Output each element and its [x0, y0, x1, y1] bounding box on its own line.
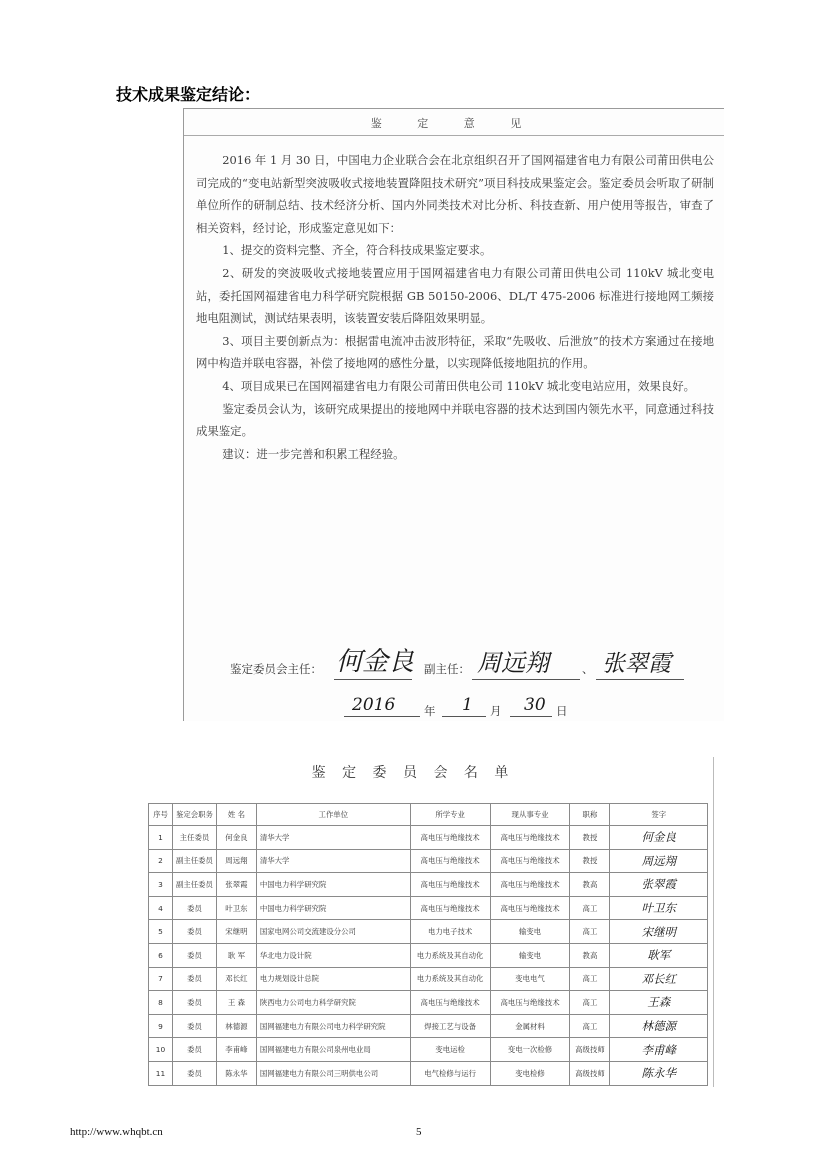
chair-signature: 何金良: [336, 647, 415, 677]
opinion-paragraph: 4、项目成果已在国网福建省电力有限公司莆田供电公司 110kV 城北变电站应用，效果良好。: [222, 378, 696, 393]
cell-employer: 国网福建电力有限公司三明供电公司: [256, 1061, 410, 1085]
cell-role: 委员: [172, 967, 216, 991]
cell-index: 4: [149, 896, 173, 920]
cell-signature: 林德源: [610, 1014, 708, 1038]
opinion-paragraph: 建议：进一步完善和积累工程经验。: [222, 446, 405, 461]
cell-employer: 华北电力设计院: [256, 943, 410, 967]
cell-name: 陈永华: [216, 1061, 256, 1085]
header-current-field: 现从事专业: [490, 804, 570, 826]
opinion-body: [196, 149, 714, 465]
cell-current-field: 输变电: [490, 943, 570, 967]
header-role: 鉴定会职务: [172, 804, 216, 826]
chair-signature-line: [334, 679, 412, 680]
cell-title: 高级技师: [570, 1038, 610, 1062]
header-signature: 签字: [610, 804, 708, 826]
date-year-unit: 年: [424, 704, 436, 718]
cell-current-field: 变电一次检修: [490, 1038, 570, 1062]
committee-roster-table: [148, 803, 708, 1086]
roster-title: 鉴 定 委 员 会 名 单: [311, 765, 515, 781]
cell-signature: 耿军: [610, 943, 708, 967]
cell-index: 11: [149, 1061, 173, 1085]
cell-role: 委员: [172, 1061, 216, 1085]
cell-signature: 叶卫东: [610, 896, 708, 920]
opinion-paragraph: 1、提交的资料完整、齐全，符合科技成果鉴定要求。: [222, 243, 492, 258]
vice-chair-signature-line-2: [596, 679, 684, 680]
table-row: [149, 943, 708, 967]
cell-current-field: 高电压与绝缘技术: [490, 991, 570, 1015]
cell-name: 周远翔: [216, 849, 256, 873]
cell-role: 委员: [172, 896, 216, 920]
cell-current-field: 高电压与绝缘技术: [490, 896, 570, 920]
cell-index: 6: [149, 943, 173, 967]
cell-major: 电力电子技术: [410, 920, 490, 944]
cell-title: 教授: [570, 849, 610, 873]
header-name: 姓 名: [216, 804, 256, 826]
table-row: [149, 1061, 708, 1085]
header-employer: 工作单位: [256, 804, 410, 826]
cell-major: 电气检修与运行: [410, 1061, 490, 1085]
cell-role: 副主任委员: [172, 849, 216, 873]
table-row: [149, 896, 708, 920]
cell-name: 何金良: [216, 826, 256, 850]
cell-employer: 清华大学: [256, 826, 410, 850]
cell-employer: 国网福建电力有限公司电力科学研究院: [256, 1014, 410, 1038]
cell-name: 王 森: [216, 991, 256, 1015]
table-row: [149, 826, 708, 850]
opinion-title: 鉴 定 意 见: [370, 117, 538, 130]
header-title: 职称: [570, 804, 610, 826]
cell-title: 高工: [570, 967, 610, 991]
date-month-unit: 月: [490, 704, 502, 718]
cell-current-field: 高电压与绝缘技术: [490, 826, 570, 850]
cell-role: 委员: [172, 1014, 216, 1038]
cell-signature: 周远翔: [610, 849, 708, 873]
cell-name: 林德源: [216, 1014, 256, 1038]
section-heading: 技术成果鉴定结论：: [116, 85, 261, 104]
cell-major: 高电压与绝缘技术: [410, 849, 490, 873]
cell-employer: 清华大学: [256, 849, 410, 873]
cell-role: 委员: [172, 943, 216, 967]
cell-current-field: 高电压与绝缘技术: [490, 849, 570, 873]
cell-index: 1: [149, 826, 173, 850]
table-row: [149, 920, 708, 944]
cell-name: 耿 军: [216, 943, 256, 967]
vice-chair-signature-1: 周远翔: [477, 649, 549, 677]
date-year-line: [344, 716, 420, 717]
cell-index: 9: [149, 1014, 173, 1038]
cell-index: 8: [149, 991, 173, 1015]
table-row: [149, 967, 708, 991]
cell-employer: 中国电力科学研究院: [256, 896, 410, 920]
cell-role: 主任委员: [172, 826, 216, 850]
cell-current-field: 高电压与绝缘技术: [490, 873, 570, 897]
cell-signature: 张翠霞: [610, 873, 708, 897]
cell-current-field: 变电检修: [490, 1061, 570, 1085]
date-day-line: [510, 716, 552, 717]
page-number: 5: [416, 1126, 422, 1138]
date-month-line: [442, 716, 486, 717]
cell-signature: 李甫峰: [610, 1038, 708, 1062]
cell-signature: 陈永华: [610, 1061, 708, 1085]
cell-title: 高工: [570, 920, 610, 944]
date-day-unit: 日: [556, 704, 568, 718]
cell-signature: 邓长红: [610, 967, 708, 991]
table-row: [149, 849, 708, 873]
vice-chair-label: 副主任：: [424, 662, 470, 676]
cell-title: 高级技师: [570, 1061, 610, 1085]
table-row: [149, 991, 708, 1015]
cell-title: 教授: [570, 826, 610, 850]
cell-employer: 国网福建电力有限公司泉州电业局: [256, 1038, 410, 1062]
cell-employer: 国家电网公司交流建设分公司: [256, 920, 410, 944]
cell-signature: 王森: [610, 991, 708, 1015]
cell-major: 高电压与绝缘技术: [410, 896, 490, 920]
cell-current-field: 变电电气: [490, 967, 570, 991]
opinion-divider: [184, 135, 724, 136]
cell-role: 委员: [172, 920, 216, 944]
date-month: 1: [462, 695, 473, 715]
cell-title: 高工: [570, 896, 610, 920]
cell-major: 高电压与绝缘技术: [410, 873, 490, 897]
cell-employer: 中国电力科学研究院: [256, 873, 410, 897]
opinion-paragraph: 2016 年 1 月 30 日，中国电力企业联合会在北京组织召开了国网福建省电力有限公司莆田供电公司完成的“变电站新型突波吸收式接地装置降阻技术研究”项目科技成果鉴定会。鉴定委员会听取了研制单位所作的研制总结、技术经济分析、国内外同类技术对比分析、科技查新、用户使用等报告，审查了相关资料，经讨论，形成鉴定意见如下：: [196, 153, 714, 235]
vice-chair-signature-line-1: [472, 679, 580, 680]
header-major: 所学专业: [410, 804, 490, 826]
table-row: [149, 1038, 708, 1062]
cell-name: 李甫峰: [216, 1038, 256, 1062]
cell-index: 5: [149, 920, 173, 944]
cell-title: 教高: [570, 873, 610, 897]
cell-name: 叶卫东: [216, 896, 256, 920]
cell-name: 宋继明: [216, 920, 256, 944]
cell-title: 高工: [570, 991, 610, 1015]
footer-url: http://www.whqbt.cn: [70, 1126, 163, 1138]
chair-label: 鉴定委员会主任：: [230, 662, 322, 676]
cell-title: 高工: [570, 1014, 610, 1038]
cell-current-field: 输变电: [490, 920, 570, 944]
header-index: 序号: [149, 804, 173, 826]
opinion-scan: [183, 108, 724, 721]
cell-major: 电力系统及其自动化: [410, 967, 490, 991]
cell-major: 电力系统及其自动化: [410, 943, 490, 967]
cell-name: 邓长红: [216, 967, 256, 991]
cell-index: 10: [149, 1038, 173, 1062]
opinion-paragraph: 鉴定委员会认为，该研究成果提出的接地网中并联电容器的技术达到国内领先水平，同意通过科技成果鉴定。: [196, 401, 714, 439]
cell-employer: 陕西电力公司电力科学研究院: [256, 991, 410, 1015]
cell-name: 张翠霞: [216, 873, 256, 897]
cell-index: 7: [149, 967, 173, 991]
date-year: 2016: [352, 695, 396, 715]
cell-index: 2: [149, 849, 173, 873]
vice-separator: 、: [582, 662, 594, 676]
cell-major: 焊接工艺与设备: [410, 1014, 490, 1038]
cell-role: 委员: [172, 991, 216, 1015]
cell-role: 副主任委员: [172, 873, 216, 897]
opinion-paragraph: 3、项目主要创新点为：根据雷电流冲击波形特征，采取“先吸收、后泄放”的技术方案通过在接地网中构造并联电容器，补偿了接地网的感性分量，以实现降低接地阻抗的作用。: [196, 333, 714, 371]
table-row: [149, 1014, 708, 1038]
cell-employer: 电力规划设计总院: [256, 967, 410, 991]
table-row: [149, 873, 708, 897]
cell-major: 变电运检: [410, 1038, 490, 1062]
cell-current-field: 金属材料: [490, 1014, 570, 1038]
cell-index: 3: [149, 873, 173, 897]
cell-title: 教高: [570, 943, 610, 967]
vice-chair-signature-2: 张翠霞: [602, 651, 671, 677]
roster-header-row: [149, 804, 708, 826]
cell-signature: 宋继明: [610, 920, 708, 944]
cell-role: 委员: [172, 1038, 216, 1062]
opinion-paragraph: 2、研发的突波吸收式接地装置应用于国网福建省电力有限公司莆田供电公司 110kV 城北变电站，委托国网福建省电力科学研究院根据 GB 50150-2006、DL/T 475-2006 标准进行接地网工频接地电阻测试，测试结果表明，该装置安装后降阻效果明显。: [196, 265, 714, 326]
cell-signature: 何金良: [610, 826, 708, 850]
cell-major: 高电压与绝缘技术: [410, 826, 490, 850]
cell-major: 高电压与绝缘技术: [410, 991, 490, 1015]
roster-scan-edge: [713, 757, 714, 1087]
date-day: 30: [524, 695, 546, 715]
